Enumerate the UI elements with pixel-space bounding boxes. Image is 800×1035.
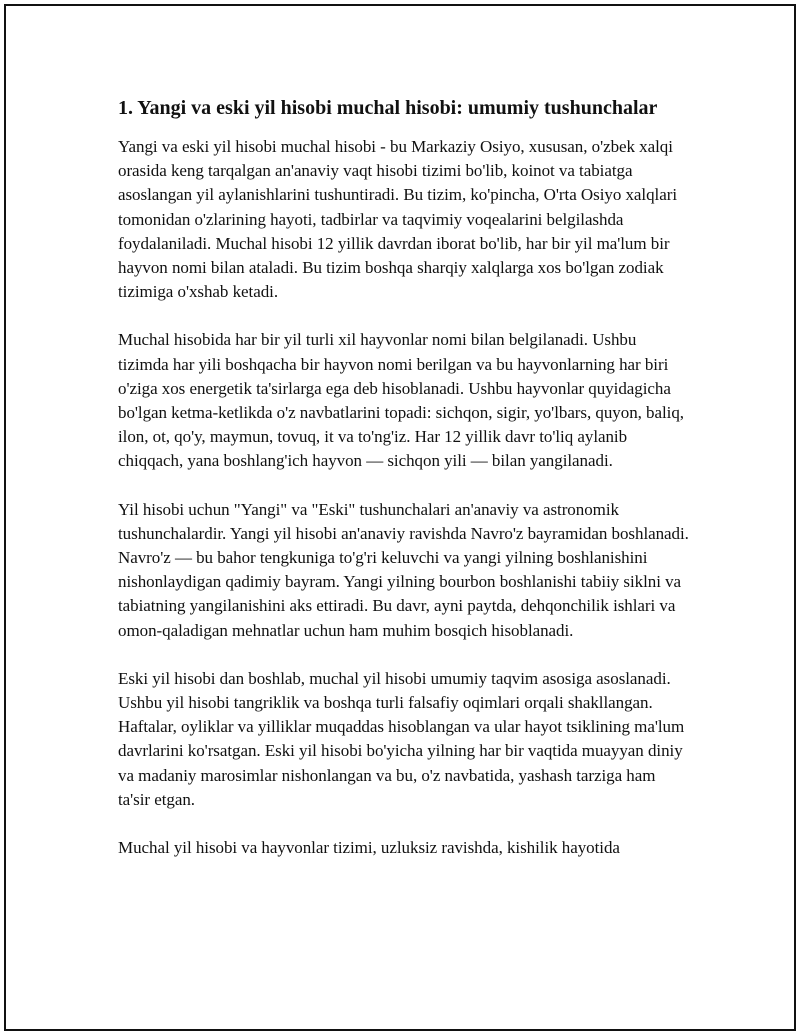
section-heading: 1. Yangi va eski yil hisobi muchal hisobi: umumiy tushunchalar bbox=[118, 97, 658, 119]
paragraph-animals: Muchal hisobida har bir yil turli xil hayvonlar nomi bilan belgilanadi. Ushbu tizimda har yili boshqacha bir hayvon nomi berilgan va bu hayvonlarning har biri o'ziga xos energetik ta'sirlarga ega deb hisoblanadi. Ushbu hayvonlar quyidagicha bo'lgan ketma-ketlikda o'z navbatlarini topadi: sichqon, sigir, yo'lbars, quyon, baliq, ilon, ot, qo'y, maymun, tovuq, it va to'ng'iz. Har 12 yillik davr to'liq aylanib chiqqach, yana boshlang'ich hayvon — sichqon yili — bilan yangilanadi. bbox=[118, 330, 684, 471]
paragraph-new-year: Yil hisobi uchun "Yangi" va "Eski" tushunchalari an'anaviy va astronomik tushunchalardir. Yangi yil hisobi an'anaviy ravishda Navro'z bayramidan boshlanadi. Navro'z — bu bahor tengkuniga to'g'ri keluvchi va yangi yilning boshlanishini nishonlaydigan qadimiy bayram. Yangi yilning bourbon boshlanishi tabiiy siklni va tabiatning yangilanishini aks ettiradi. Bu davr, ayni paytda, dehqonchilik ishlari va omon-qaladigan mehnatlar uchun ham muhim bosqich hisoblanadi. bbox=[118, 499, 689, 640]
document-body bbox=[118, 95, 690, 884]
paragraph-old-year: Eski yil hisobi dan boshlab, muchal yil hisobi umumiy taqvim asosiga asoslanadi. Ushbu yil hisobi tangriklik va boshqa turli falsafiy oqimlari orqali shakllangan. Haftalar, oyliklar va yilliklar muqaddas hisoblangan va ular hayot tsiklining ma'lum davrlarini ko'rsatgan. Eski yil hisobi bo'yicha yilning har bir vaqtida muayyan diniy va madaniy marosimlar nishonlangan va bu, o'z navbatida, yashash tarziga ham ta'sir etgan. bbox=[118, 668, 685, 809]
paragraph-intro: Yangi va eski yil hisobi muchal hisobi - bu Markaziy Osiyo, xususan, o'zbek xalqi orasida keng tarqalgan an'anaviy vaqt hisobi tizimi bo'lib, koinot va tabiatga asoslangan yil aylanishlarini tushuntiradi. Bu tizim, ko'pincha, O'rta Osiyo xalqlari tomonidan o'zlarining hayoti, tadbirlar va taqvimiy voqealarini belgilashda foydalaniladi. Muchal hisobi 12 yillik davrdan iborat bo'lib, har bir yil ma'lum bir hayvon nomi bilan ataladi. Bu tizim boshqa sharqiy xalqlarga xos bo'lgan zodiak tizimiga o'xshab ketadi. bbox=[118, 137, 677, 302]
paragraph-continuation: Muchal yil hisobi va hayvonlar tizimi, uzluksiz ravishda, kishilik hayotida bbox=[118, 838, 620, 858]
